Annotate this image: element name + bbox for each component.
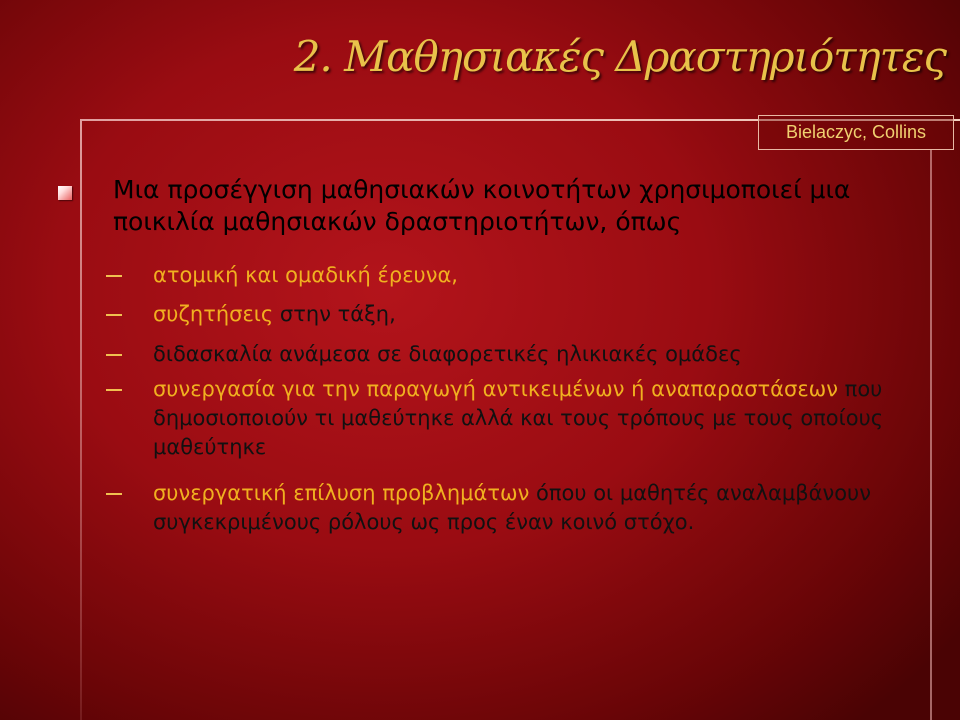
item-text: διδασκαλία ανάμεσα σε διαφορετικές ηλικιακές ομάδες bbox=[153, 342, 742, 366]
slide-title: 2. Μαθησιακές Δραστηριότητες bbox=[293, 32, 946, 81]
item-text: όπου οι μαθητές αναλαμβάνουν συγκεκριμένους ρόλους ως προς έναν κοινό στόχο. bbox=[153, 481, 871, 534]
list-item bbox=[153, 479, 893, 537]
item-highlight: συζητήσεις bbox=[153, 302, 274, 326]
square-bullet-icon bbox=[58, 186, 72, 200]
list-item bbox=[153, 340, 893, 369]
item-highlight: ατομική και ομαδική έρευνα, bbox=[153, 263, 458, 287]
dash-bullet-icon bbox=[106, 354, 122, 356]
list-item bbox=[153, 300, 893, 329]
item-text: στην τάξη, bbox=[273, 302, 396, 326]
dash-bullet-icon bbox=[106, 314, 122, 316]
item-highlight: συνεργασία για την παραγωγή αντικειμένων ή αναπαραστάσεων bbox=[153, 377, 838, 401]
dash-bullet-icon bbox=[106, 389, 122, 391]
right-rule bbox=[930, 150, 932, 720]
dash-bullet-icon bbox=[106, 493, 122, 495]
list-item bbox=[153, 375, 893, 462]
left-rule bbox=[80, 119, 82, 720]
item-highlight: συνεργατική επίλυση προβλημάτων bbox=[153, 481, 530, 505]
dash-bullet-icon bbox=[106, 275, 122, 277]
item-text: που δημοσιοποιούν τι μαθεύτηκε αλλά και τους τρόπους με τους οποίους μαθεύτηκε bbox=[153, 377, 884, 459]
lead-paragraph: Μια προσέγγιση μαθησιακών κοινοτήτων χρησιμοποιεί μια ποικιλία μαθησιακών δραστηριοτήτων, όπως bbox=[113, 175, 851, 236]
list-item bbox=[153, 261, 893, 290]
citation-box: Bielaczyc, Collins bbox=[758, 115, 954, 150]
